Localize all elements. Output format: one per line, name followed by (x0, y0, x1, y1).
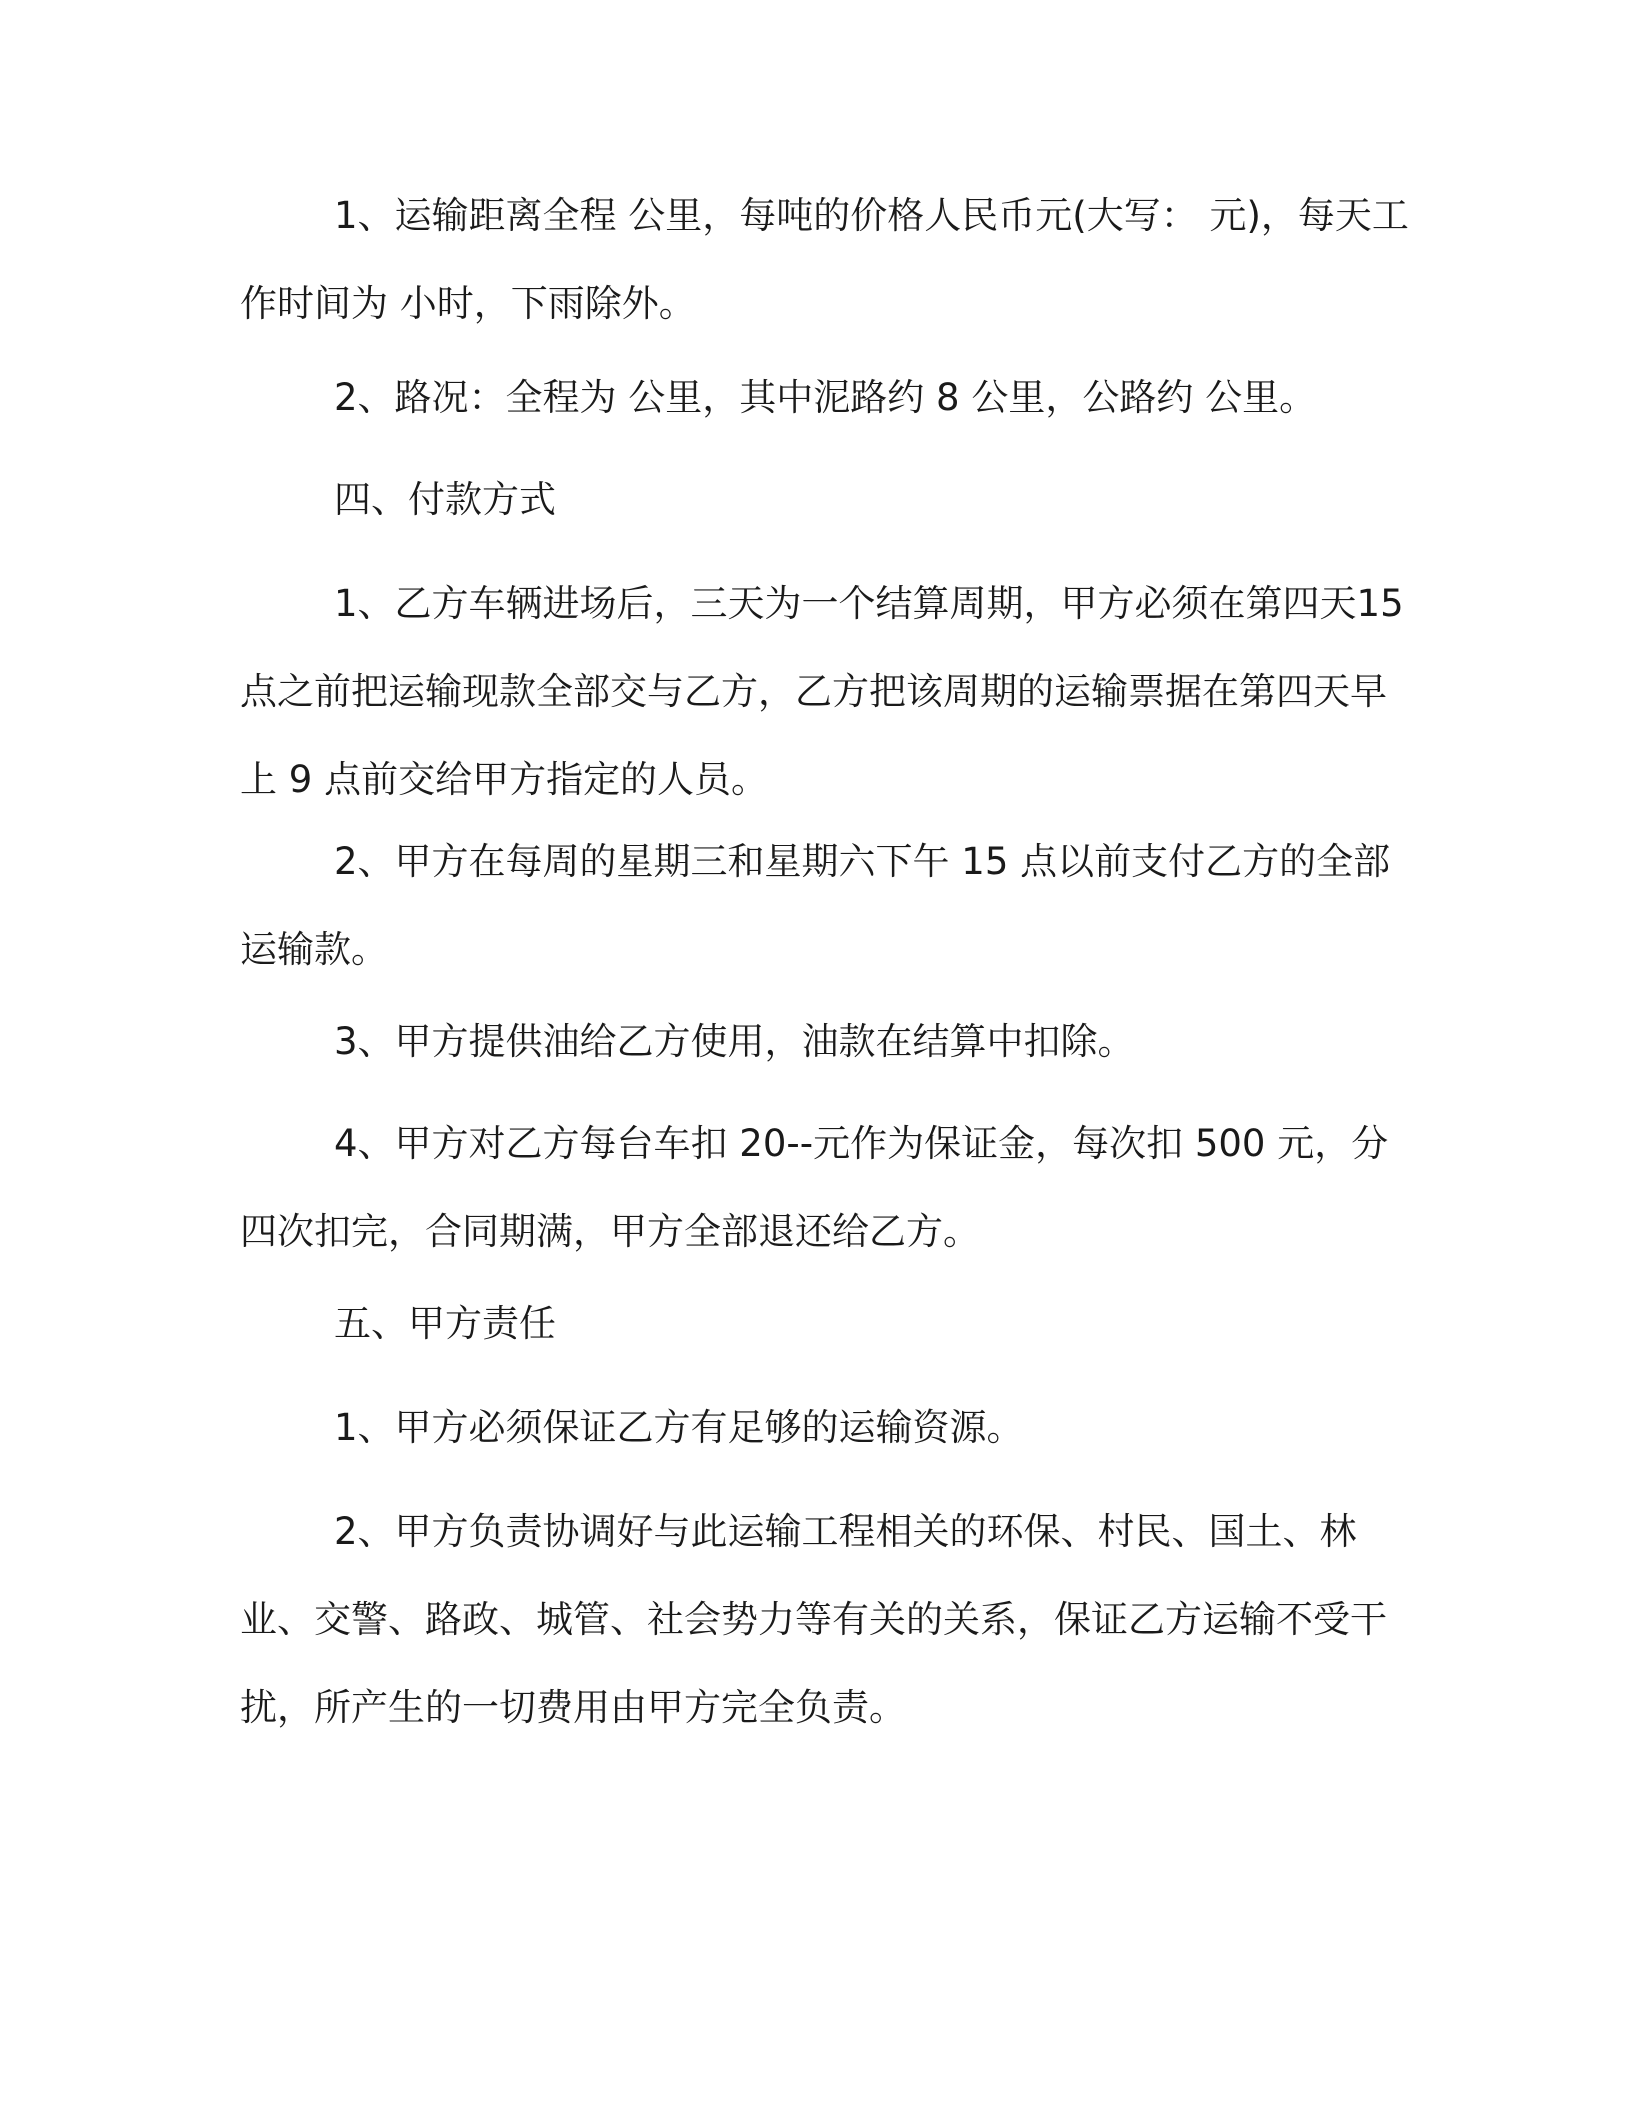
section-heading-party-a-duties: 五、甲方责任 (334, 1302, 556, 1345)
paragraph-payment-schedule: 2、甲方在每周的星期三和星期六下午 15 点以前支付乙方的全部运输款。 (240, 840, 1391, 971)
paragraph-transport-resources: 1、甲方必须保证乙方有足够的运输资源。 (334, 1406, 1024, 1449)
paragraph-settlement-cycle: 1、乙方车辆进场后，三天为一个结算周期，甲方必须在第四天15 点之前把运输现款全部交与乙方，乙方把该周期的运输票据在第四天早上 9 点前交给甲方指定的人员。 (240, 582, 1404, 801)
paragraph-coordination: 2、甲方负责协调好与此运输工程相关的环保、村民、国土、林业、交警、路政、城管、社会势力等有关的关系，保证乙方运输不受干扰，所产生的一切费用由甲方完全负责。 (240, 1510, 1387, 1729)
paragraph-deposit: 4、甲方对乙方每台车扣 20--元作为保证金，每次扣 500 元，分四次扣完，合同期满，甲方全部退还给乙方。 (240, 1122, 1389, 1253)
paragraph-road-conditions: 2、路况：全程为 公里，其中泥路约 8 公里，公路约 公里。 (334, 376, 1317, 419)
paragraph-transport-distance: 1、运输距离全程 公里，每吨的价格人民币元(大写： 元)，每天工作时间为 小时，下雨除外。 (240, 194, 1409, 325)
paragraph-fuel: 3、甲方提供油给乙方使用，油款在结算中扣除。 (334, 1020, 1135, 1063)
section-heading-payment: 四、付款方式 (334, 478, 556, 521)
